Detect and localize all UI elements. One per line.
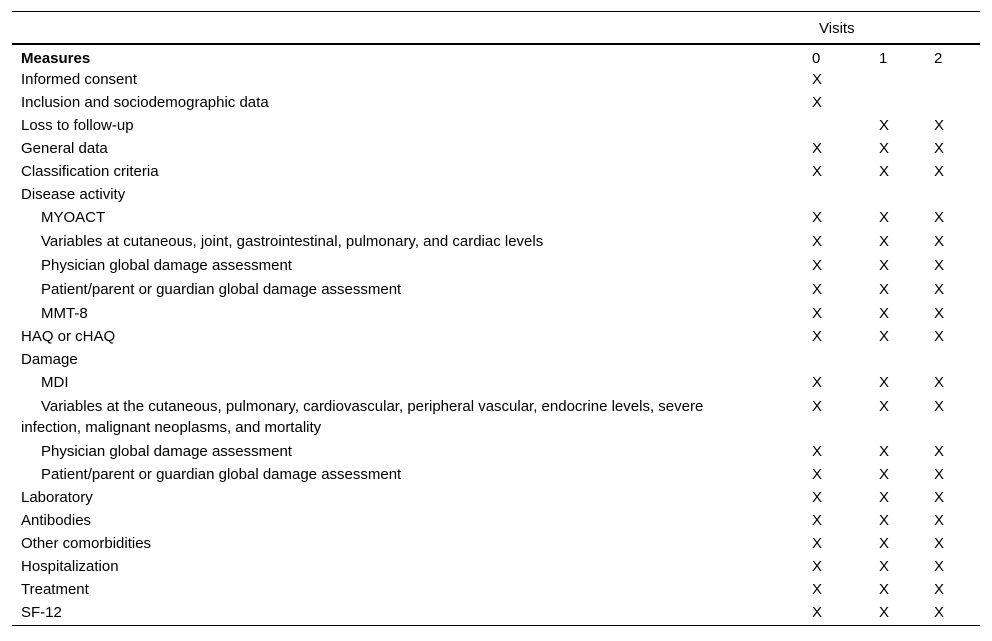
visit-0-mark: X xyxy=(812,327,823,345)
visit-1-mark: X xyxy=(879,511,890,529)
visit-0-mark: X xyxy=(812,397,823,415)
visit-1-mark: X xyxy=(879,580,890,598)
visit-2-mark: X xyxy=(934,139,945,157)
section-label: Damage xyxy=(21,350,78,368)
visit-2-mark xyxy=(927,91,980,114)
table-row xyxy=(12,394,980,440)
table-row xyxy=(12,371,980,394)
measure-label: Laboratory xyxy=(21,488,93,506)
visit-1-mark: X xyxy=(879,116,890,134)
visit-2-header: 2 xyxy=(934,49,943,67)
measure-label: Patient/parent or guardian global damage assessment xyxy=(41,465,402,483)
visit-2-mark: X xyxy=(934,327,945,345)
measure-label-multiline xyxy=(12,394,810,440)
visit-1-mark xyxy=(871,348,927,371)
visit-0-mark: X xyxy=(812,280,823,298)
visits-header: Visits xyxy=(810,12,980,44)
measure-label: HAQ or cHAQ xyxy=(21,327,116,345)
visit-1-mark: X xyxy=(879,442,890,460)
visits-table xyxy=(12,11,980,626)
visit-1-mark: X xyxy=(879,139,890,157)
visit-0-mark: X xyxy=(812,511,823,529)
table-row xyxy=(12,325,980,348)
table-row xyxy=(12,555,980,578)
visit-1-mark xyxy=(871,91,927,114)
measure-label: Inclusion and sociodemographic data xyxy=(21,93,269,111)
visit-1-mark xyxy=(871,68,927,91)
visit-1-mark: X xyxy=(879,208,890,226)
visit-0-mark: X xyxy=(812,256,823,274)
visit-2-mark: X xyxy=(934,397,945,415)
visit-0-mark: X xyxy=(812,442,823,460)
measure-label: Hospitalization xyxy=(21,557,119,575)
visit-0-mark: X xyxy=(812,139,823,157)
measure-label: MYOACT xyxy=(41,208,106,226)
visit-0-mark: X xyxy=(812,373,823,391)
measure-label: MMT-8 xyxy=(41,304,88,322)
visit-0-mark: X xyxy=(812,580,823,598)
visit-1-mark: X xyxy=(879,304,890,322)
measure-label: SF-12 xyxy=(12,601,810,626)
measure-label: Physician global damage assessment xyxy=(41,442,292,460)
visit-0-mark: X xyxy=(810,601,871,626)
visit-0-mark: X xyxy=(812,465,823,483)
section-label: Disease activity xyxy=(21,185,126,203)
visit-1-mark xyxy=(871,183,927,206)
visit-0-mark xyxy=(810,348,871,371)
visit-0-mark: X xyxy=(812,70,823,88)
visit-1-mark: X xyxy=(879,557,890,575)
column-header-row xyxy=(12,44,980,68)
visit-1-mark: X xyxy=(879,162,890,180)
measure-label: Physician global damage assessment xyxy=(41,256,292,274)
visit-0-mark xyxy=(810,114,871,137)
visit-2-mark: X xyxy=(934,557,945,575)
table-row xyxy=(12,463,980,486)
measure-label: Loss to follow-up xyxy=(21,116,134,134)
visit-1-mark: X xyxy=(879,488,890,506)
visit-1-mark: X xyxy=(879,373,890,391)
measure-label: Treatment xyxy=(21,580,89,598)
measure-label: General data xyxy=(21,139,108,157)
measure-label: Antibodies xyxy=(21,511,92,529)
table-row xyxy=(12,578,980,601)
table-row xyxy=(12,137,980,160)
visit-1-mark: X xyxy=(879,397,890,415)
table-row xyxy=(12,601,980,626)
table-row xyxy=(12,229,980,254)
visit-1-mark: X xyxy=(879,327,890,345)
header-empty-cell xyxy=(12,12,810,44)
measure-label: Variables at cutaneous, joint, gastrointestinal, pulmonary, and cardiac levels xyxy=(41,232,544,250)
visit-0-mark: X xyxy=(812,208,823,226)
visit-2-mark xyxy=(927,348,980,371)
table-row xyxy=(12,302,980,325)
visit-2-mark: X xyxy=(934,511,945,529)
visit-1-mark: X xyxy=(879,465,890,483)
measure-label: Other comorbidities xyxy=(21,534,152,552)
table-row xyxy=(12,440,980,463)
visit-0-mark: X xyxy=(812,488,823,506)
measure-label: Classification criteria xyxy=(21,162,159,180)
visit-2-mark xyxy=(927,68,980,91)
section-row-disease-activity xyxy=(12,183,980,206)
visit-0-mark: X xyxy=(812,162,823,180)
table-row xyxy=(12,160,980,183)
visit-2-mark: X xyxy=(934,580,945,598)
visit-2-mark: X xyxy=(934,162,945,180)
measures-header: Measures xyxy=(21,49,91,67)
visit-0-mark: X xyxy=(812,557,823,575)
table-row xyxy=(12,277,980,302)
visit-2-mark: X xyxy=(934,373,945,391)
visit-2-mark: X xyxy=(934,116,945,134)
visit-2-mark xyxy=(927,183,980,206)
visit-2-mark: X xyxy=(934,280,945,298)
visit-0-mark: X xyxy=(812,534,823,552)
visit-1-mark: X xyxy=(871,601,927,626)
table-row xyxy=(12,91,980,114)
visit-1-mark: X xyxy=(879,280,890,298)
measure-label: Patient/parent or guardian global damage assessment xyxy=(41,280,402,298)
table-row xyxy=(12,509,980,532)
measure-label: Informed consent xyxy=(21,70,137,88)
visit-2-mark: X xyxy=(934,232,945,250)
measure-label: MDI xyxy=(41,373,69,391)
table-row xyxy=(12,254,980,277)
visit-2-mark: X xyxy=(934,304,945,322)
section-row-damage xyxy=(12,348,980,371)
table-row xyxy=(12,532,980,555)
visit-0-header: 0 xyxy=(812,49,821,67)
table-row xyxy=(12,68,980,91)
visit-2-mark: X xyxy=(934,465,945,483)
visit-0-mark: X xyxy=(812,93,823,111)
visit-0-mark xyxy=(810,183,871,206)
visit-0-mark: X xyxy=(812,232,823,250)
visit-1-mark: X xyxy=(879,256,890,274)
table-body xyxy=(12,68,980,626)
visit-2-mark: X xyxy=(934,256,945,274)
table-row xyxy=(12,486,980,509)
visit-1-header: 1 xyxy=(879,49,888,67)
visits-table-container xyxy=(12,11,980,626)
visit-2-mark: X xyxy=(934,488,945,506)
measure-label-line2: infection, malignant neoplasms, and mortality xyxy=(21,418,322,436)
table-row xyxy=(12,114,980,137)
table-header-row xyxy=(12,12,980,44)
visit-2-mark: X xyxy=(934,208,945,226)
measure-label-line1: Variables at the cutaneous, pulmonary, cardiovascular, peripheral vascular, endocrine levels, severe xyxy=(41,397,704,415)
visit-2-mark: X xyxy=(934,442,945,460)
visit-2-mark: X xyxy=(927,601,980,626)
visit-0-mark: X xyxy=(812,304,823,322)
visit-1-mark: X xyxy=(879,232,890,250)
visit-2-mark: X xyxy=(934,534,945,552)
table-row xyxy=(12,206,980,229)
visit-1-mark: X xyxy=(879,534,890,552)
